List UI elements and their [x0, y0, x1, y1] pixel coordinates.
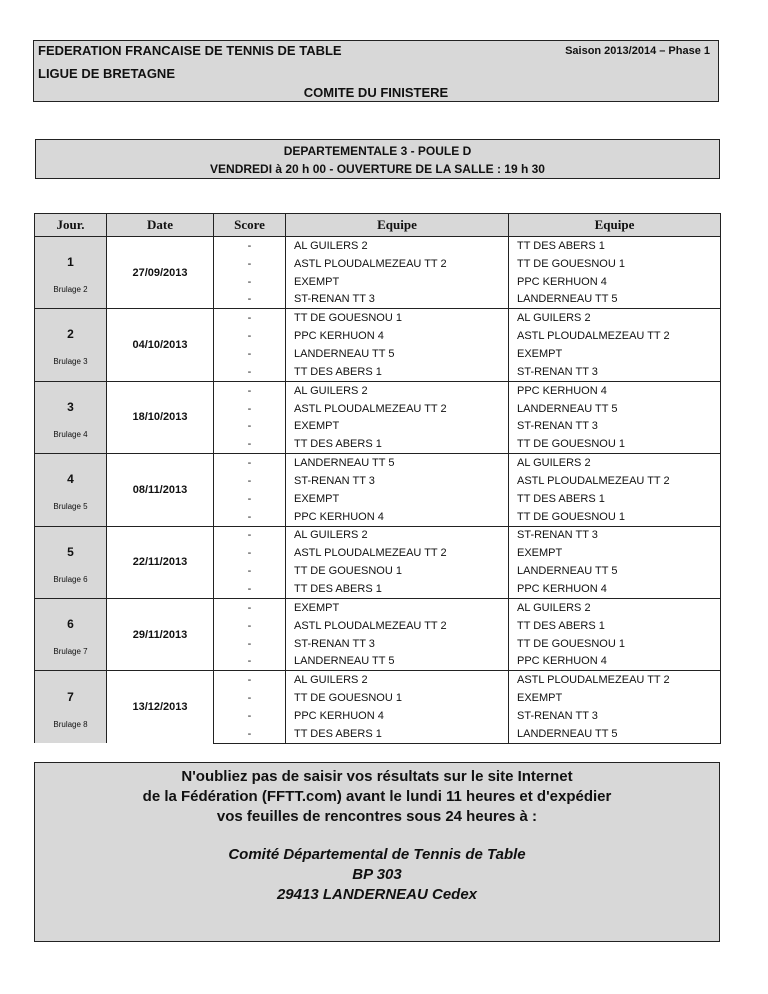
- home-team: LANDERNEAU TT 5: [286, 454, 509, 472]
- home-team: ASTL PLOUDALMEZEAU TT 2: [286, 544, 509, 562]
- brulage-label: Brulage 4: [53, 429, 88, 439]
- schedule-body: [35, 237, 721, 744]
- away-team: ASTL PLOUDALMEZEAU TT 2: [509, 472, 721, 490]
- table-row: [35, 381, 721, 399]
- away-team: ST-RENAN TT 3: [509, 526, 721, 544]
- round-cell: [35, 309, 107, 381]
- score-cell: -: [214, 508, 286, 526]
- home-team: TT DE GOUESNOU 1: [286, 309, 509, 327]
- brulage-label: Brulage 2: [53, 285, 88, 294]
- address-line-1: Comité Départemental de Tennis de Table: [228, 846, 526, 863]
- brulage-label: Brulage 8: [53, 719, 88, 729]
- home-team: TT DES ABERS 1: [286, 363, 509, 381]
- table-row: [35, 309, 721, 327]
- score-cell: -: [214, 580, 286, 598]
- home-team: EXEMPT: [286, 598, 509, 616]
- round-cell: [35, 454, 107, 526]
- score-cell: -: [214, 562, 286, 580]
- score-cell: -: [214, 291, 286, 309]
- brulage-label: Brulage 5: [53, 502, 88, 512]
- schedule-table: [34, 213, 721, 744]
- away-team: PPC KERHUON 4: [509, 273, 721, 291]
- home-team: AL GUILERS 2: [286, 237, 509, 255]
- away-team: TT DES ABERS 1: [509, 237, 721, 255]
- score-cell: -: [214, 635, 286, 653]
- score-cell: -: [214, 345, 286, 363]
- away-team: LANDERNEAU TT 5: [509, 725, 721, 743]
- round-cell: [35, 671, 107, 743]
- round-number: 3: [67, 399, 74, 414]
- away-team: AL GUILERS 2: [509, 454, 721, 472]
- away-team: ST-RENAN TT 3: [509, 363, 721, 381]
- round-date: 13/12/2013: [107, 671, 214, 743]
- home-team: TT DES ABERS 1: [286, 580, 509, 598]
- away-team: AL GUILERS 2: [509, 309, 721, 327]
- round-date: 08/11/2013: [107, 454, 214, 526]
- round-number: 5: [67, 544, 74, 559]
- away-team: TT DES ABERS 1: [509, 490, 721, 508]
- score-cell: -: [214, 472, 286, 490]
- score-cell: -: [214, 255, 286, 273]
- header-box: [33, 40, 719, 102]
- table-row: [35, 454, 721, 472]
- score-cell: -: [214, 689, 286, 707]
- home-team: AL GUILERS 2: [286, 526, 509, 544]
- table-header-row: [35, 214, 721, 237]
- ligue-title: LIGUE DE BRETAGNE: [38, 66, 175, 81]
- away-team: TT DE GOUESNOU 1: [509, 508, 721, 526]
- poule-schedule-info: VENDREDI à 20 h 00 - OUVERTURE DE LA SALLE : 19 h 30: [210, 162, 545, 176]
- home-team: AL GUILERS 2: [286, 671, 509, 689]
- brulage-label: Brulage 7: [53, 646, 88, 656]
- home-team: PPC KERHUON 4: [286, 707, 509, 725]
- home-team: LANDERNEAU TT 5: [286, 345, 509, 363]
- federation-title: FEDERATION FRANCAISE DE TENNIS DE TABLE: [38, 43, 342, 58]
- away-team: PPC KERHUON 4: [509, 381, 721, 399]
- home-team: EXEMPT: [286, 417, 509, 435]
- score-cell: -: [214, 526, 286, 544]
- header-away-team: Equipe: [509, 214, 721, 237]
- home-team: ST-RENAN TT 3: [286, 472, 509, 490]
- header-home-team: Equipe: [286, 214, 509, 237]
- score-cell: -: [214, 544, 286, 562]
- score-cell: -: [214, 652, 286, 670]
- address-line-2: BP 303: [352, 866, 402, 883]
- address-line-3: 29413 LANDERNEAU Cedex: [276, 886, 478, 903]
- home-team: PPC KERHUON 4: [286, 508, 509, 526]
- score-cell: -: [214, 707, 286, 725]
- home-team: TT DES ABERS 1: [286, 725, 509, 743]
- score-cell: -: [214, 417, 286, 435]
- home-team: LANDERNEAU TT 5: [286, 652, 509, 670]
- brulage-label: Brulage 3: [53, 357, 88, 367]
- score-cell: -: [214, 435, 286, 453]
- round-number: 4: [67, 472, 74, 487]
- reminder-line-1: N'oubliez pas de saisir vos résultats sur le site Internet: [181, 768, 573, 785]
- score-cell: -: [214, 327, 286, 345]
- away-team: ST-RENAN TT 3: [509, 417, 721, 435]
- home-team: EXEMPT: [286, 273, 509, 291]
- round-cell: [35, 237, 107, 309]
- reminder-box: [34, 762, 720, 942]
- round-date: 27/09/2013: [107, 237, 214, 309]
- table-row: [35, 598, 721, 616]
- home-team: PPC KERHUON 4: [286, 327, 509, 345]
- score-cell: -: [214, 598, 286, 616]
- home-team: EXEMPT: [286, 490, 509, 508]
- poule-title: DEPARTEMENTALE 3 - POULE D: [283, 144, 472, 158]
- score-cell: -: [214, 490, 286, 508]
- comite-title: COMITE DU FINISTERE: [303, 85, 449, 100]
- score-cell: -: [214, 400, 286, 418]
- score-cell: -: [214, 671, 286, 689]
- round-number: 1: [67, 255, 74, 269]
- score-cell: -: [214, 454, 286, 472]
- home-team: ASTL PLOUDALMEZEAU TT 2: [286, 255, 509, 273]
- score-cell: -: [214, 309, 286, 327]
- round-cell: [35, 381, 107, 453]
- score-cell: -: [214, 273, 286, 291]
- score-cell: -: [214, 237, 286, 255]
- round-date: 04/10/2013: [107, 309, 214, 381]
- away-team: ST-RENAN TT 3: [509, 707, 721, 725]
- away-team: EXEMPT: [509, 544, 721, 562]
- poule-box: [35, 139, 720, 179]
- header-score: Score: [214, 214, 286, 237]
- round-cell: [35, 598, 107, 670]
- table-row: [35, 237, 721, 255]
- away-team: TT DE GOUESNOU 1: [509, 435, 721, 453]
- home-team: ST-RENAN TT 3: [286, 635, 509, 653]
- away-team: LANDERNEAU TT 5: [509, 400, 721, 418]
- reminder-line-3: vos feuilles de rencontres sous 24 heures à :: [216, 808, 538, 825]
- home-team: TT DE GOUESNOU 1: [286, 689, 509, 707]
- away-team: PPC KERHUON 4: [509, 580, 721, 598]
- score-cell: -: [214, 725, 286, 743]
- round-date: 22/11/2013: [107, 526, 214, 598]
- away-team: EXEMPT: [509, 689, 721, 707]
- home-team: AL GUILERS 2: [286, 381, 509, 399]
- round-number: 6: [67, 616, 74, 631]
- home-team: TT DES ABERS 1: [286, 435, 509, 453]
- header-jour: Jour.: [35, 214, 107, 237]
- away-team: ASTL PLOUDALMEZEAU TT 2: [509, 671, 721, 689]
- away-team: PPC KERHUON 4: [509, 652, 721, 670]
- score-cell: -: [214, 381, 286, 399]
- round-number: 7: [67, 689, 74, 704]
- score-cell: -: [214, 363, 286, 381]
- away-team: ASTL PLOUDALMEZEAU TT 2: [509, 327, 721, 345]
- away-team: LANDERNEAU TT 5: [509, 562, 721, 580]
- round-date: 29/11/2013: [107, 598, 214, 670]
- brulage-label: Brulage 6: [53, 574, 88, 584]
- home-team: ASTL PLOUDALMEZEAU TT 2: [286, 617, 509, 635]
- score-cell: -: [214, 617, 286, 635]
- home-team: ST-RENAN TT 3: [286, 291, 509, 309]
- table-row: [35, 671, 721, 689]
- away-team: EXEMPT: [509, 345, 721, 363]
- reminder-line-2: de la Fédération (FFTT.com) avant le lundi 11 heures et d'expédier: [142, 788, 612, 805]
- away-team: TT DES ABERS 1: [509, 617, 721, 635]
- round-date: 18/10/2013: [107, 381, 214, 453]
- away-team: TT DE GOUESNOU 1: [509, 255, 721, 273]
- away-team: TT DE GOUESNOU 1: [509, 635, 721, 653]
- away-team: LANDERNEAU TT 5: [509, 291, 721, 309]
- home-team: TT DE GOUESNOU 1: [286, 562, 509, 580]
- away-team: AL GUILERS 2: [509, 598, 721, 616]
- home-team: ASTL PLOUDALMEZEAU TT 2: [286, 400, 509, 418]
- table-row: [35, 526, 721, 544]
- round-number: 2: [67, 327, 74, 342]
- header-date: Date: [107, 214, 214, 237]
- round-cell: [35, 526, 107, 598]
- season-label: Saison 2013/2014 – Phase 1: [565, 45, 710, 57]
